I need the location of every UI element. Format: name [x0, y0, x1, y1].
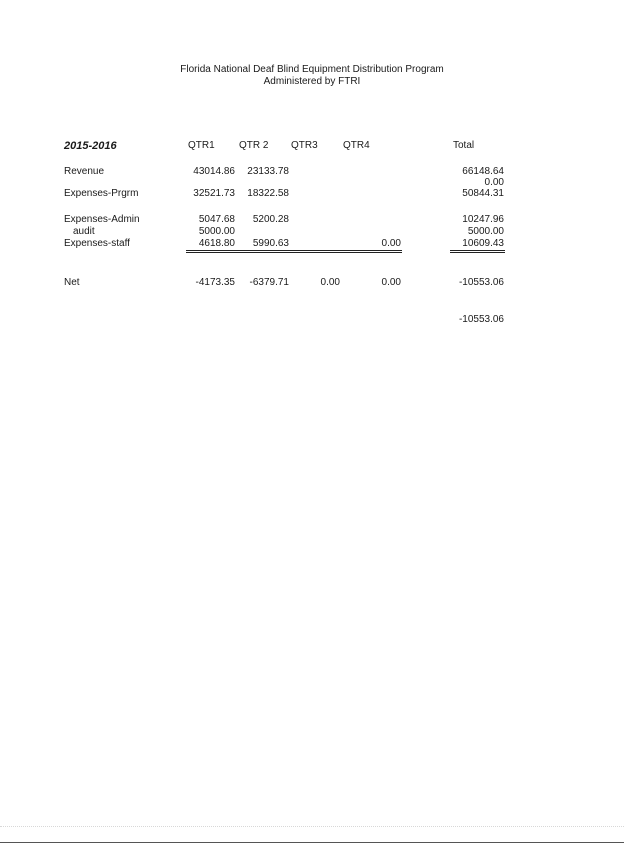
row-label: Expenses-Admin	[64, 214, 140, 225]
qtr2-value: 5200.28	[252, 214, 289, 225]
qtr2-value: 5990.63	[252, 238, 289, 249]
col-qtr4: QTR4	[343, 140, 370, 151]
administrator-line: Administered by FTRI	[263, 76, 361, 87]
total-value: 0.00	[484, 177, 504, 188]
final-total: -10553.06	[458, 314, 504, 325]
program-title: Florida National Deaf Blind Equipment Distribution Program	[180, 64, 444, 75]
total-value: 5000.00	[467, 226, 504, 237]
qtr2-value: 18322.58	[247, 188, 289, 199]
qtr1-value: 32521.73	[193, 188, 235, 199]
qtr1-value: -4173.35	[195, 277, 235, 288]
qtr2-value: 23133.78	[247, 166, 289, 177]
row-label: Expenses-staff	[64, 238, 130, 249]
row-label: Revenue	[64, 166, 105, 177]
row-label: audit	[73, 226, 95, 237]
total-value: -10553.06	[458, 277, 504, 288]
page-bottom-edge	[0, 842, 624, 843]
qtr1-value: 43014.86	[193, 166, 235, 177]
total-value: 10247.96	[462, 214, 504, 225]
col-total: Total	[453, 140, 475, 151]
qtr4-value: 0.00	[381, 277, 401, 288]
subtotal-rule-second	[186, 252, 402, 253]
col-qtr1: QTR1	[188, 140, 215, 151]
qtr1-value: 5047.68	[198, 214, 235, 225]
qtr2-value: -6379.71	[249, 277, 289, 288]
total-value: 66148.64	[462, 166, 504, 177]
qtr1-value: 4618.80	[198, 238, 235, 249]
col-qtr3: QTR3	[291, 140, 318, 151]
subtotal-rule	[186, 250, 402, 251]
total-value: 10609.43	[462, 238, 504, 249]
col-qtr2: QTR 2	[239, 140, 269, 151]
total-rule-second	[450, 252, 505, 253]
total-rule	[450, 250, 505, 251]
row-label: Expenses-Prgrm	[64, 188, 139, 199]
qtr4-value: 0.00	[381, 238, 401, 249]
qtr3-value: 0.00	[320, 277, 340, 288]
row-label: Net	[64, 277, 80, 288]
fiscal-year: 2015-2016	[64, 140, 117, 152]
qtr1-value: 5000.00	[198, 226, 235, 237]
scan-artifact-dots	[0, 826, 624, 827]
total-value: 50844.31	[462, 188, 504, 199]
